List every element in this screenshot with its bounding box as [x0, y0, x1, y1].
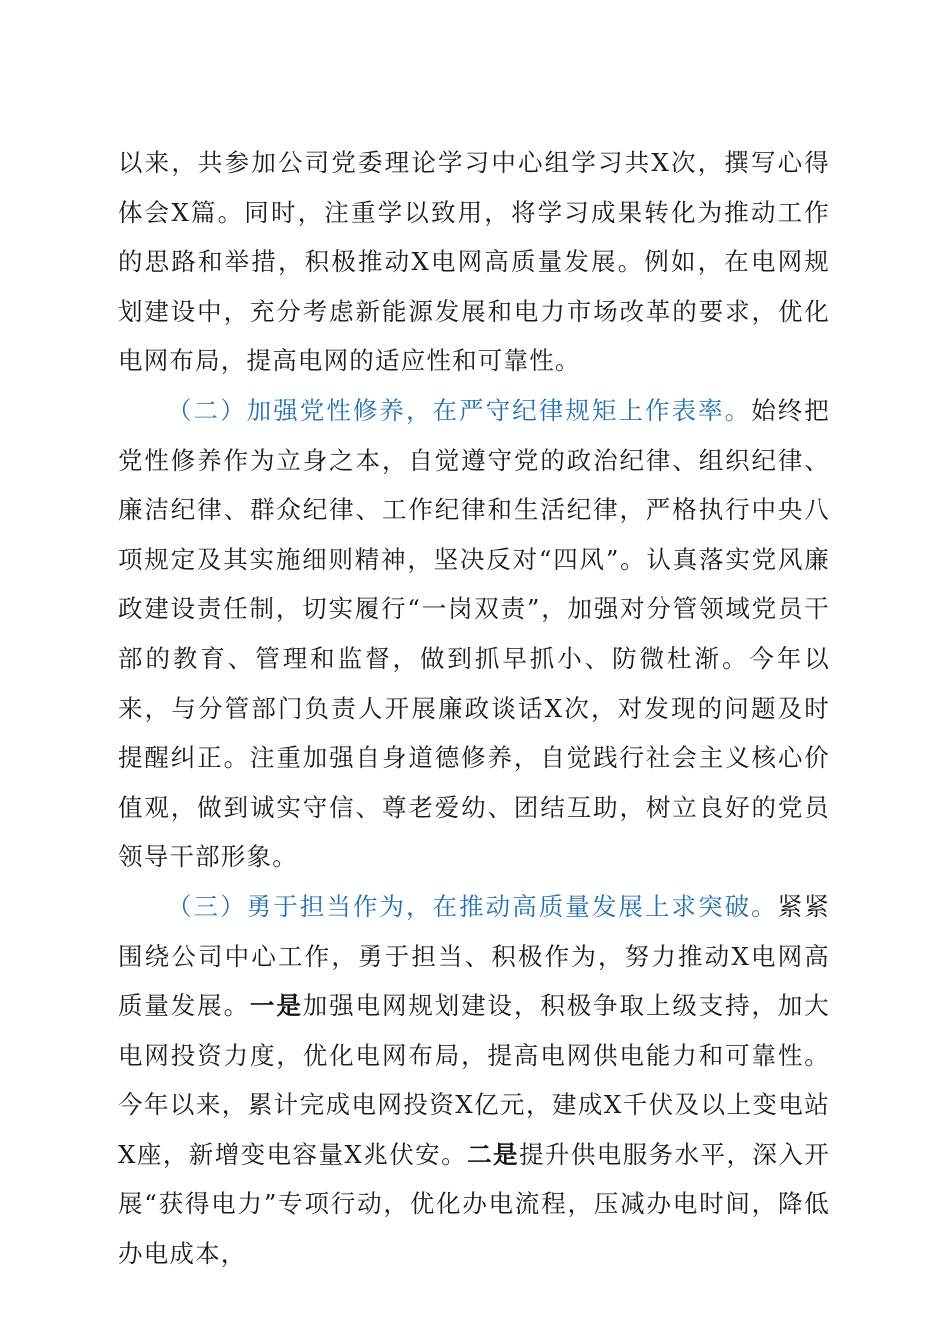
item-text-1: 加强电网规划建设，积极争取上级支持，加大电网投资力度，优化电网布局，提高电网供电能力和可靠性。今年以来，累计完成电网投资X亿元，建成X千伏及以上变电站X座，新增变电容量X兆伏安。 — [118, 991, 831, 1169]
document-body — [118, 138, 830, 1279]
item-label-2: 二是 — [467, 1139, 519, 1169]
paragraph-party-discipline-text: 始终把党性修养作为立身之本，自觉遵守党的政治纪律、组织纪律、廉洁纪律、群众纪律、工作纪律和生活纪律，严格执行中央八项规定及其实施细则精神，坚决反对“四风”。认真落实党风廉政建设责任制，切实履行“一岗双责”，加强对分管领域党员干部的教育、管理和监督，做到抓早抓小、防微杜渐。今年以来，与分管部门负责人开展廉政谈话X次，对发现的问题及时提醒纠正。注重加强自身道德修养，自觉践行社会主义核心价值观，做到诚实守信、尊老爱幼、团结互助，树立良好的党员领导干部形象。 — [118, 395, 830, 872]
paragraph-study-text: 以来，共参加公司党委理论学习中心组学习共X次，撰写心得体会X篇。同时，注重学以致用，将学习成果转化为推动工作的思路和举措，积极推动X电网高质量发展。例如，在电网规划建设中，充分考虑新能源发展和电力市场改革的要求，优化电网布局，提高电网的适应性和可靠性。 — [118, 148, 830, 376]
item-text-2: 提升供电服务水平，深入开展“获得电力”专项行动，优化办电流程，压减办电时间，降低办电成本， — [118, 1139, 830, 1269]
paragraph-development — [118, 882, 830, 1279]
paragraph-development-intro: 紧紧围绕公司中心工作，勇于担当、积极作为，努力推动X电网高质量发展。 — [118, 891, 830, 1021]
paragraph-party-discipline — [118, 386, 830, 882]
paragraph-study — [118, 138, 830, 386]
item-label-1: 一是 — [249, 991, 303, 1021]
section-heading-2: （二）加强党性修养，在严守纪律规矩上作表率。 — [167, 395, 752, 425]
section-heading-3: （三）勇于担当作为，在推动高质量发展上求突破。 — [167, 891, 778, 921]
